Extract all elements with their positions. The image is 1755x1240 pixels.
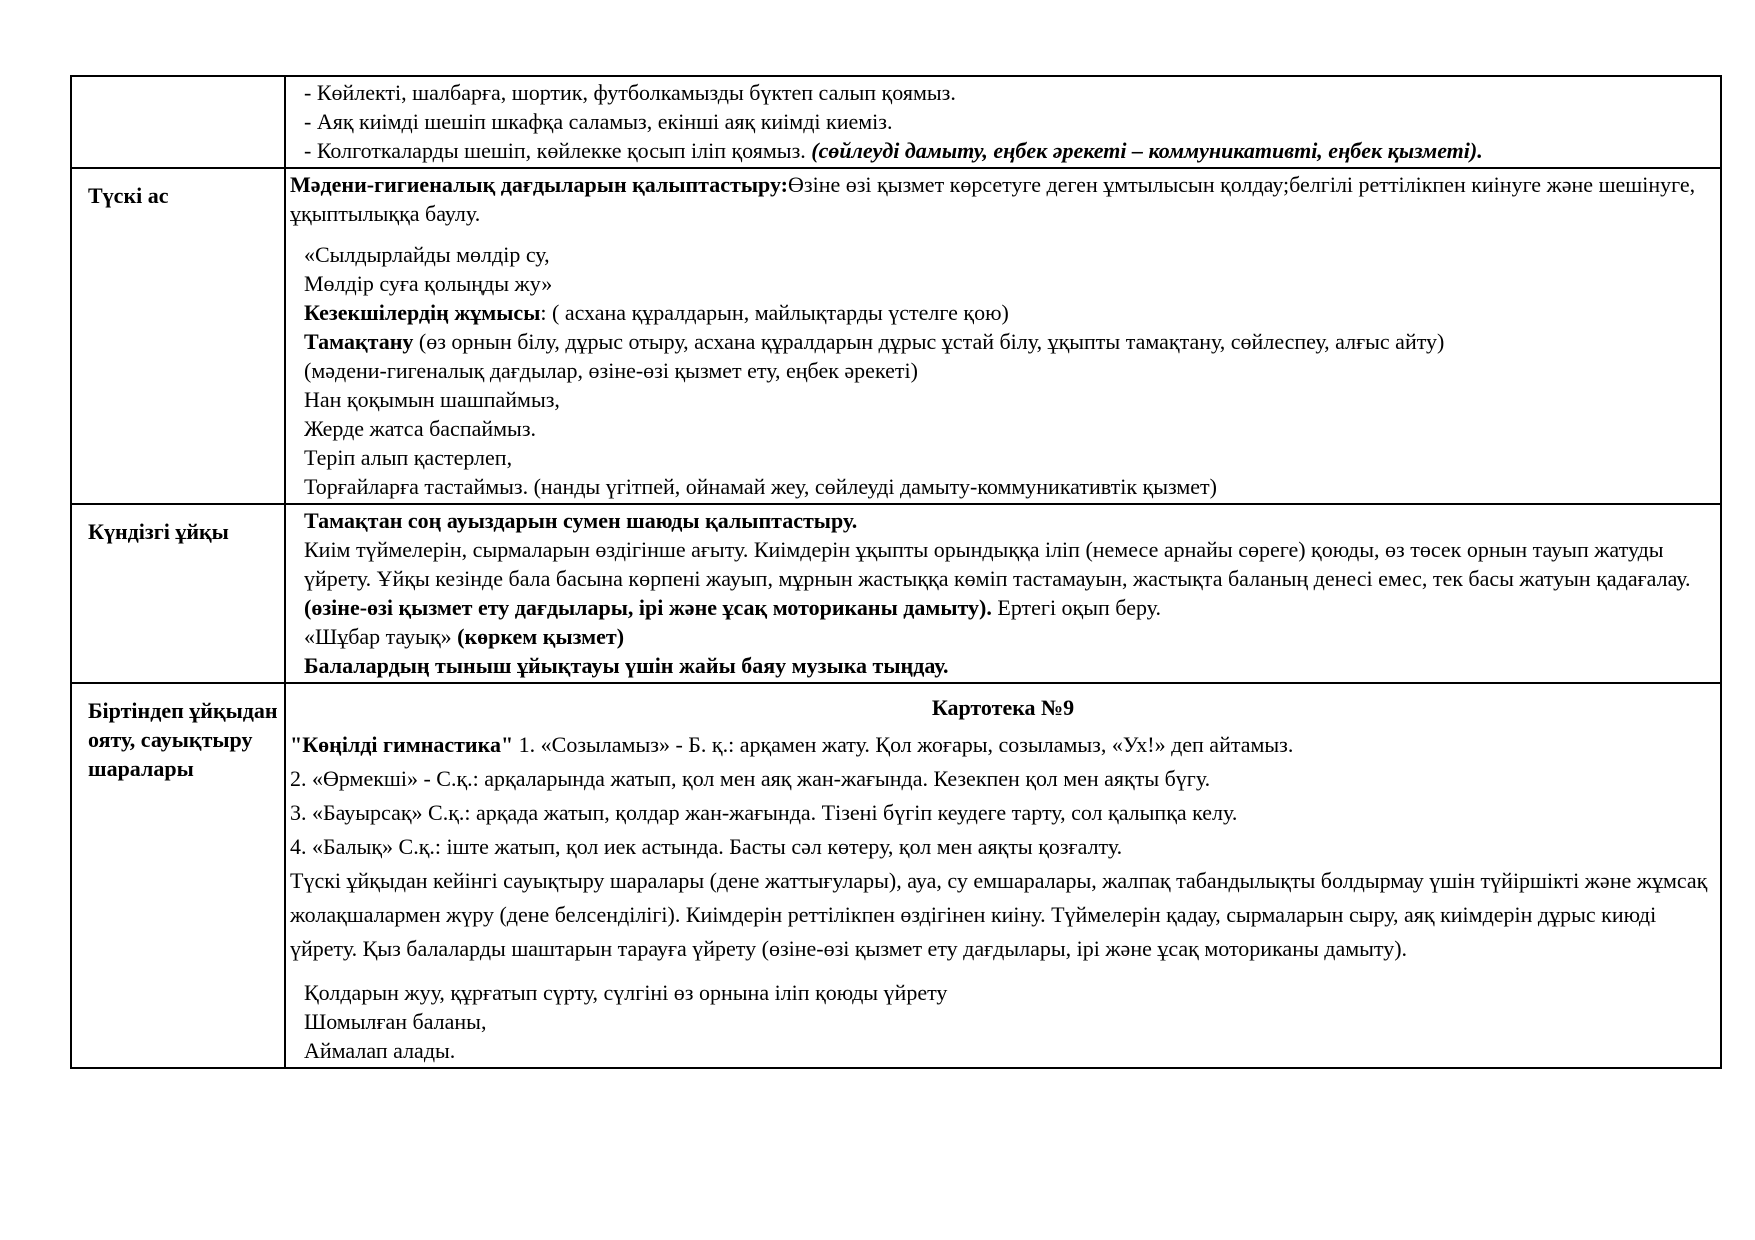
wake-paragraph: Түскі ұйқыдан кейінгі сауықтыру шаралары (дене жаттығулары), ауа, су емшаралары, жалпақ табандылықты болдырмау үшін түйіршікті және жұмсақ жолақшалармен жүру (дене белсенділігі). Киімдерін реттілікпен өздігінен киіну. Түймелерін қадау, сырмаларын сыру, аяқ киімдерін дұрыс киюді үйрету. Қыз балаларды шаштарын тарауға үйрету (өзіне-өзі қызмет ету дағдылары, ірі және ұсақ моториканы дамыту). bbox=[290, 868, 1708, 961]
sleep-paragraph-text: Киім түймелерін, сырмаларын өздігінше ағыту. Киімдерін ұқыпты орындыққа іліп (немесе арнайы сөреге) қоюды, өз төсек орнын тауып жатуды үйрету. Ұйқы кезінде бала басына көрпені жауып, мұрнын жастыққа көміп тастамауын, жастықта баланың денесі емес, тек басы жатуын қадағалау. bbox=[304, 537, 1691, 591]
gym-line-1-text: 1. «Созыламыз» - Б. қ.: арқамен жату. Қол жоғары, созыламыз, «Ух!» деп айтамыз. bbox=[513, 732, 1294, 757]
card-title: Картотека №9 bbox=[931, 695, 1075, 720]
dress-text bbox=[290, 78, 1716, 165]
sleep-line-1: Тамақтан соң ауыздарын сумен шаюды қалыптастыру. bbox=[304, 508, 858, 533]
lunch-poem-2: Мөлдір суға қолыңды жу» bbox=[304, 271, 553, 296]
lunch-poem-5: Теріп алып қастерлеп, bbox=[304, 445, 513, 470]
lunch-poem-3: Нан қоқымын шашпаймыз, bbox=[304, 387, 560, 412]
wake-content bbox=[285, 683, 1721, 1068]
wash-line-3: Аймалап алады. bbox=[304, 1038, 456, 1063]
sleep-paragraph bbox=[304, 535, 1716, 622]
sleep-tale-note: (көркем қызмет) bbox=[457, 624, 625, 649]
lunch-duty-heading: Кезекшілердің жұмысы bbox=[304, 300, 541, 325]
gym-line-3: 3. «Бауырсақ» С.қ.: арқада жатып, қолдар жан-жағында. Тізені бүгіп кеудеге тарту, сол қалыпқа келу. bbox=[290, 800, 1238, 825]
lunch-eat-text: (өз орнын білу, дұрыс отыру, асхана құралдарын дұрыс ұстай білу, ұқыпты тамақтану, сөйлеспеу, алғыс айту) bbox=[413, 329, 1445, 354]
wash-line-1: Қолдарын жуу, құрғатып сүрту, сүлгіні өз орнына іліп қоюды үйрету bbox=[304, 980, 948, 1005]
sleep-body bbox=[290, 506, 1716, 680]
dress-line-3 bbox=[304, 136, 1716, 165]
row-label-lunch: Түскі ас bbox=[71, 168, 285, 504]
table-row bbox=[71, 683, 1721, 1068]
lunch-eat-2: (мәдени-гигеналық дағдылар, өзіне-өзі қызмет ету, еңбек әрекеті) bbox=[304, 358, 918, 383]
table-row bbox=[71, 76, 1721, 168]
lunch-poem-6: Торғайларға тастаймыз. (нанды үгітпей, ойнамай жеу, сөйлеуді дамыту-коммуникативтік қызмет) bbox=[304, 474, 1217, 499]
sleep-paragraph-note: (өзіне-өзі қызмет ету дағдылары, ірі және ұсақ моториканы дамыту). bbox=[304, 595, 992, 620]
table-row bbox=[71, 504, 1721, 683]
gym-heading: "Көңілді гимнастика" bbox=[290, 732, 514, 757]
lunch-intro-heading: Мәдени-гигиеналық дағдыларын қалыптастыру: bbox=[290, 172, 788, 197]
gym-line-4: 4. «Балық» С.қ.: іште жатып, қол иек астында. Басты сәл көтеру, қол мен аяқты қозғалту. bbox=[290, 834, 1123, 859]
sleep-tale bbox=[304, 622, 1716, 651]
dress-content bbox=[285, 76, 1721, 168]
sleep-content bbox=[285, 504, 1721, 683]
dress-line-2: - Аяқ киімді шешіп шкафқа саламыз, екінші аяқ киімді киеміз. bbox=[304, 109, 893, 134]
sleep-music: Балалардың тыныш ұйықтауы үшін жайы баяу музыка тыңдау. bbox=[304, 653, 949, 678]
lunch-poem-4: Жерде жатса баспаймыз. bbox=[304, 416, 537, 441]
row-label-empty bbox=[71, 76, 285, 168]
lunch-intro bbox=[290, 170, 1716, 228]
lunch-intro-text: Өзіне өзі қызмет көрсетуге деген ұмтылысын қолдау;белгілі реттілікпен киінуге және шешінуге, ұқыптылыққа баулу. bbox=[290, 172, 1696, 226]
schedule-table bbox=[70, 75, 1722, 1069]
lunch-body bbox=[290, 240, 1716, 501]
dress-line-3-text: - Колготкаларды шешіп, көйлекке қосып іліп қоямыз. bbox=[304, 138, 812, 163]
lunch-content bbox=[285, 168, 1721, 504]
sleep-tale-title: «Шұбар тауық» bbox=[304, 624, 458, 649]
wash-line-2: Шомылған баланы, bbox=[304, 1009, 487, 1034]
lunch-eat-heading: Тамақтану bbox=[304, 329, 414, 354]
sleep-paragraph-tail: Ертегі оқып беру. bbox=[991, 595, 1161, 620]
lunch-eat bbox=[304, 327, 1716, 356]
row-label-sleep: Күндізгі ұйқы bbox=[71, 504, 285, 683]
wake-wash bbox=[290, 978, 1716, 1065]
wake-gymnastics bbox=[290, 728, 1716, 966]
dress-line-1: - Көйлекті, шалбарға, шортик, футболкамызды бүктеп салып қоямыз. bbox=[304, 80, 956, 105]
lunch-poem-1: «Сылдырлайды мөлдір су, bbox=[304, 242, 550, 267]
lunch-duty-text: : ( асхана құралдарын, майлықтарды үстелге қою) bbox=[540, 300, 1009, 325]
table-row bbox=[71, 168, 1721, 504]
gym-line-2: 2. «Өрмекші» - С.қ.: арқаларында жатып, қол мен аяқ жан-жағында. Кезекпен қол мен аяқты бүгу. bbox=[290, 766, 1211, 791]
gym-line-1 bbox=[290, 728, 1716, 762]
row-label-wake: Біртіндеп ұйқыдан ояту, сауықтыру шаралары bbox=[71, 683, 285, 1068]
lunch-duty bbox=[304, 298, 1716, 327]
dress-line-3-note: (сөйлеуді дамыту, еңбек әрекеті – коммуникативті, еңбек қызметі). bbox=[811, 138, 1483, 163]
